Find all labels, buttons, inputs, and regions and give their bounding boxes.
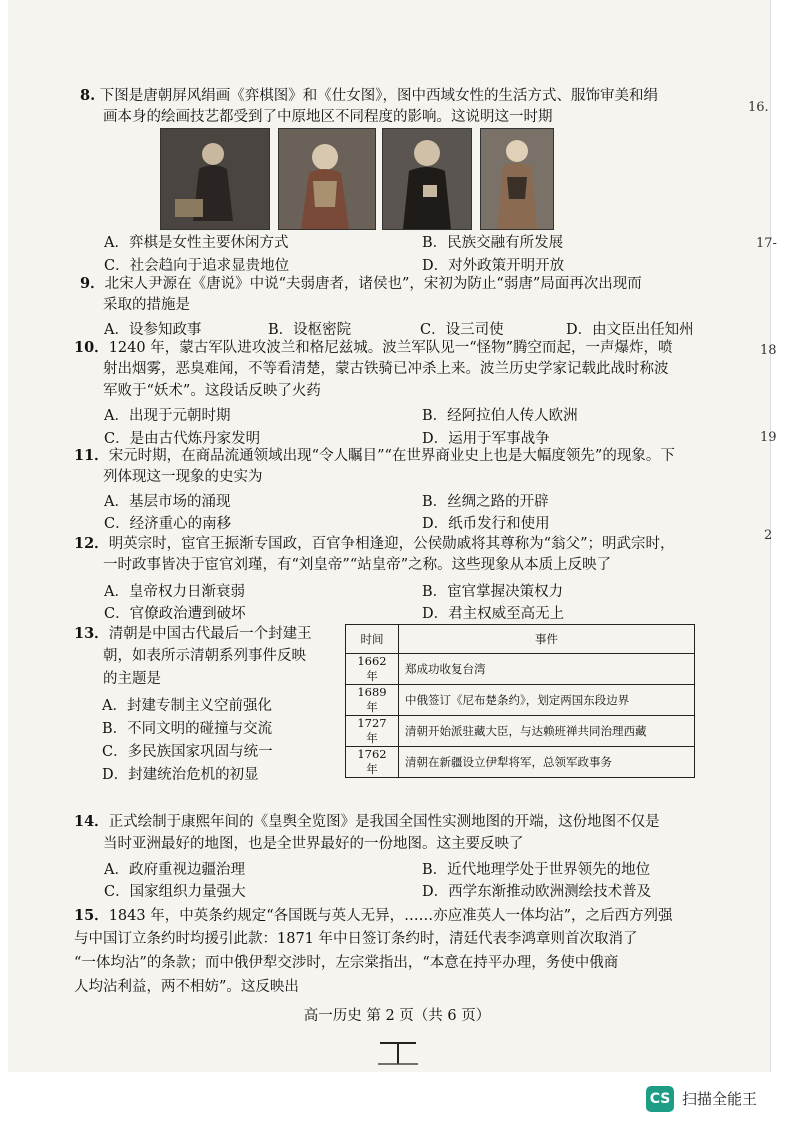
q14-option-d: D．西学东渐推动欧洲测绘技术普及 bbox=[422, 884, 652, 900]
painting-figure-3 bbox=[382, 128, 472, 230]
question-15-line4: 人均沾利益，两不相妨”。这反映出 bbox=[74, 979, 299, 995]
events-table bbox=[345, 624, 695, 778]
q13-option-a: A．封建专制主义空前强化 bbox=[102, 698, 272, 714]
q14-option-b: B．近代地理学处于世界领先的地位 bbox=[422, 862, 651, 878]
question-12-line2: 一时政事皆决于宦官刘瑾，有“刘皇帝”“站皇帝”之称。这些现象从本质上反映了 bbox=[103, 557, 612, 573]
question-13-line3: 的主题是 bbox=[103, 671, 161, 687]
q14-option-c: C．国家组织力量强大 bbox=[104, 884, 246, 900]
row-event: 郑成功收复台湾 bbox=[399, 654, 695, 685]
question-10-line1: 10．1240 年，蒙古军队进攻波兰和格尼兹城。波兰军队见一“怪物”腾空而起，一声爆炸，喷 bbox=[74, 339, 673, 356]
q13-option-d: D．封建统治危机的初显 bbox=[102, 767, 259, 783]
q11-option-c: C．经济重心的南移 bbox=[104, 516, 232, 532]
q9-option-c: C．设三司使 bbox=[420, 322, 504, 338]
question-9-line2: 采取的措施是 bbox=[103, 297, 190, 313]
q11-option-d: D．纸币发行和使用 bbox=[422, 516, 550, 532]
q9-option-a: A．设参知政事 bbox=[104, 322, 202, 338]
row-year: 1762 年 bbox=[346, 747, 399, 778]
header-time: 时间 bbox=[346, 625, 399, 654]
camscanner-logo-icon: CS bbox=[646, 1086, 674, 1112]
q11-option-b: B．丝绸之路的开辟 bbox=[422, 494, 549, 510]
painting-figure-2 bbox=[278, 128, 376, 230]
q10-option-c: C．是由古代炼丹家发明 bbox=[104, 431, 261, 447]
q9-option-d: D．由文臣出任知州 bbox=[566, 322, 694, 338]
row-event: 清朝开始派驻藏大臣，与达赖班禅共同治理西藏 bbox=[399, 716, 695, 747]
table-row bbox=[346, 716, 695, 747]
question-12-line1: 12．明英宗时，宦官王振渐专国政，百官争相逢迎，公侯勋戚将其尊称为“翁父”；明武宗时， bbox=[74, 535, 675, 552]
row-year: 1727 年 bbox=[346, 716, 399, 747]
margin-number: 2 bbox=[764, 528, 773, 543]
question-14-line1: 14．正式绘制于康熙年间的《皇舆全览图》是我国全国性实测地图的开端，这份地图不仅是 bbox=[74, 813, 660, 830]
q8-option-b: B．民族交融有所发展 bbox=[422, 235, 564, 251]
question-15-line1: 15．1843 年，中英条约规定“各国既与英人无异，……亦应准英人一体均沾”，之后西方列强 bbox=[74, 907, 673, 924]
q12-option-c: C．官僚政治遭到破坏 bbox=[104, 606, 246, 622]
camscanner-label: 扫描全能王 bbox=[682, 1090, 758, 1108]
question-8-line2: 画本身的绘画技艺都受到了中原地区不同程度的影响。这说明这一时期 bbox=[103, 109, 553, 125]
row-year: 1662 年 bbox=[346, 654, 399, 685]
table-row bbox=[346, 685, 695, 716]
q8-option-a: A．弈棋是女性主要休闲方式 bbox=[104, 235, 289, 251]
question-11-line1: 11．宋元时期，在商品流通领域出现“令人瞩目”“在世界商业史上也是大幅度领先”的现象。下 bbox=[74, 447, 675, 464]
binding-mark-icon bbox=[378, 1040, 418, 1066]
table-row bbox=[346, 654, 695, 685]
question-11-line2: 列体现这一现象的史实为 bbox=[103, 469, 263, 485]
question-14-line2: 当时亚洲最好的地图，也是全世界最好的一份地图。这主要反映了 bbox=[103, 836, 524, 852]
row-event: 中俄签订《尼布楚条约》，划定两国东段边界 bbox=[399, 685, 695, 716]
question-9-line1: 9．北宋人尹源在《唐说》中说“夫弱唐者，诸侯也”，宋初为防止“弱唐”局面再次出现而 bbox=[80, 275, 642, 292]
q12-option-d: D．君主权威至高无上 bbox=[422, 606, 565, 622]
question-10-line2: 射出烟雾，恶臭难闻，不等看清楚，蒙古铁骑已冲杀上来。波兰历史学家记载此战时称波 bbox=[103, 361, 669, 377]
row-year: 1689 年 bbox=[346, 685, 399, 716]
question-10-line3: 军败于“妖术”。这段话反映了火药 bbox=[103, 383, 321, 399]
q8-option-c: C．社会趋向于追求显贵地位 bbox=[104, 258, 290, 274]
q12-option-b: B．宦官掌握决策权力 bbox=[422, 584, 564, 600]
painting-figure-1 bbox=[160, 128, 270, 230]
q12-option-a: A．皇帝权力日渐衰弱 bbox=[104, 584, 245, 600]
question-8-line1: 8. 下图是唐朝屏风绢画《弈棋图》和《仕女图》，图中西域女性的生活方式、服饰审美和绢 bbox=[80, 87, 658, 104]
q10-option-a: A．出现于元朝时期 bbox=[104, 408, 231, 424]
q10-option-d: D．运用于军事战争 bbox=[422, 431, 550, 447]
question-13-line2: 朝，如表所示清朝系列事件反映 bbox=[103, 648, 306, 664]
page-footer: 高一历史 第 2 页（共 6 页） bbox=[303, 1008, 491, 1024]
header-event: 事件 bbox=[399, 625, 695, 654]
question-15-line3: “一体均沾”的条款；而中俄伊犁交涉时，左宗棠指出，“本意在持平办理，务使中俄商 bbox=[74, 955, 619, 971]
q11-option-a: A．基层市场的涌现 bbox=[104, 494, 231, 510]
margin-number: 19 bbox=[760, 430, 777, 445]
question-13-line1: 13．清朝是中国古代最后一个封建王 bbox=[74, 625, 312, 642]
q9-option-b: B．设枢密院 bbox=[268, 322, 352, 338]
q14-option-a: A．政府重视边疆治理 bbox=[104, 862, 245, 878]
q8-option-d: D．对外政策开明开放 bbox=[422, 258, 565, 274]
margin-number: 18 bbox=[760, 343, 777, 358]
q13-option-c: C．多民族国家巩固与统一 bbox=[102, 744, 273, 760]
row-event: 清朝在新疆设立伊犁将军，总领军政事务 bbox=[399, 747, 695, 778]
question-15-line2: 与中国订立条约时均援引此款：1871 年中日签订条约时，清廷代表李鸿章则首次取消了 bbox=[74, 931, 638, 947]
q10-option-b: B．经阿拉伯人传人欧洲 bbox=[422, 408, 578, 424]
q13-option-b: B．不同文明的碰撞与交流 bbox=[102, 721, 273, 737]
margin-number: 16. bbox=[748, 100, 769, 115]
painting-figure-4 bbox=[480, 128, 554, 230]
table-row bbox=[346, 747, 695, 778]
events-table-header bbox=[346, 625, 695, 654]
margin-number: 17- bbox=[756, 236, 777, 251]
